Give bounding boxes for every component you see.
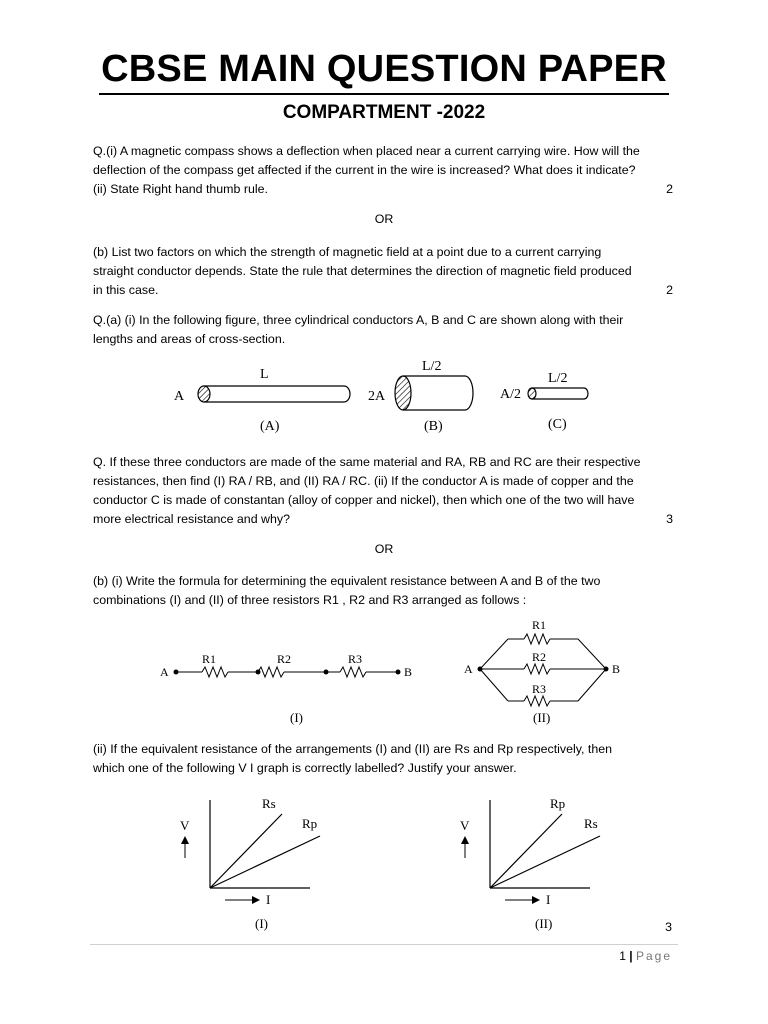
conductor-c-length: L/2 xyxy=(548,371,568,386)
conductor-b xyxy=(395,376,473,410)
question-text: in this case. xyxy=(93,283,159,297)
conductor-c-caption: (C) xyxy=(548,417,567,432)
page-label: Page xyxy=(635,949,672,963)
parallel-caption: (II) xyxy=(533,710,551,725)
graph-2-lower-label: Rs xyxy=(584,816,598,831)
question-line: resistances, then find (I) RA / RB, and (II) RA / RC. (ii) If the conductor A is made of copper and the xyxy=(93,474,634,488)
question-line xyxy=(93,180,673,199)
parallel-terminal-a: A xyxy=(464,662,473,676)
graph-2-upper-line xyxy=(490,814,562,888)
page-number: 1 xyxy=(619,949,626,963)
question-text: more electrical resistance and why? xyxy=(93,512,290,526)
question-line: Q. If these three conductors are made of the same material and RA, RB and RC are their respective xyxy=(93,455,641,469)
vi-graphs-figure xyxy=(170,792,630,934)
marks: 2 xyxy=(666,283,673,297)
question-text: (ii) State Right hand thumb rule. xyxy=(93,182,268,196)
conductor-a-area: A xyxy=(174,389,185,404)
question-line: (b) List two factors on which the strength of magnetic field at a point due to a current carrying xyxy=(93,245,602,259)
series-r1: R1 xyxy=(202,652,217,666)
question-line: (ii) If the equivalent resistance of the arrangements (I) and (II) are Rs and Rp respectively, then xyxy=(93,742,613,756)
parallel-terminal-b: B xyxy=(612,662,621,676)
graph-1-lower-label: Rp xyxy=(302,816,318,831)
marks: 3 xyxy=(665,920,672,934)
conductor-a xyxy=(198,386,350,402)
graph-2-caption: (II) xyxy=(535,916,553,931)
conductor-c-area: A/2 xyxy=(500,387,521,402)
question-2b xyxy=(93,572,673,610)
question-2-continued xyxy=(93,453,673,529)
paper-title: CBSE MAIN QUESTION PAPER xyxy=(101,48,667,90)
question-line: deflection of the compass get affected if the current in the wire is increased? What does it indicate? xyxy=(93,163,636,177)
question-line: straight conductor depends. State the rule that determines the direction of magnetic field produced xyxy=(93,264,632,278)
graph-2-i-label: I xyxy=(546,892,551,907)
graph-2-v-label: V xyxy=(460,818,470,833)
parallel-r3: R3 xyxy=(532,682,547,696)
question-line: combinations (I) and (II) of three resistors R1 , R2 and R3 arranged as follows : xyxy=(93,593,527,607)
question-line: Q.(a) (i) In the following figure, three cylindrical conductors A, B and C are shown along with their xyxy=(93,313,624,327)
graph-1-upper-line xyxy=(210,814,282,888)
title-underline xyxy=(99,93,669,95)
marks: 3 xyxy=(666,512,673,526)
question-line xyxy=(93,510,673,529)
marks: 2 xyxy=(666,182,673,196)
graph-1-v-label: V xyxy=(180,818,190,833)
question-2 xyxy=(93,311,673,349)
series-r2: R2 xyxy=(277,652,292,666)
graph-2-lower-line xyxy=(490,836,600,888)
conductor-b-caption: (B) xyxy=(424,419,443,434)
or-divider: OR xyxy=(374,212,394,226)
graph-2-upper-label: Rp xyxy=(550,796,566,811)
graph-2 xyxy=(460,796,600,931)
conductor-c xyxy=(528,388,588,399)
question-line: (b) (i) Write the formula for determining the equivalent resistance between A and B of the two xyxy=(93,574,601,588)
question-line: Q.(i) A magnetic compass shows a deflection when placed near a current carrying wire. How will the xyxy=(93,144,640,158)
conductor-b-length: L/2 xyxy=(422,359,442,374)
question-line: conductor C is made of constantan (alloy of copper and nickel), then which one of the two will have xyxy=(93,493,635,507)
footer-separator: | xyxy=(629,949,633,963)
graph-1-lower-line xyxy=(210,836,320,888)
paper-subtitle: COMPARTMENT -2022 xyxy=(282,102,486,123)
conductor-a-caption: (A) xyxy=(260,419,280,434)
circuits-figure xyxy=(150,615,630,730)
graph-1-caption: (I) xyxy=(255,916,268,931)
parallel-r2: R2 xyxy=(532,650,547,664)
conductor-b-area: 2A xyxy=(368,389,386,404)
question-2b-ii xyxy=(93,740,673,778)
question-line: lengths and areas of cross-section. xyxy=(93,332,286,346)
question-1b xyxy=(93,243,673,300)
series-terminal-b: B xyxy=(404,665,413,679)
series-circuit xyxy=(176,667,398,677)
question-line xyxy=(93,281,673,300)
graph-1 xyxy=(180,796,320,931)
page-footer xyxy=(619,949,672,963)
question-1 xyxy=(93,142,673,199)
series-r3: R3 xyxy=(348,652,363,666)
conductors-figure xyxy=(160,358,610,438)
question-line: which one of the following V I graph is correctly labelled? Justify your answer. xyxy=(93,761,517,775)
series-caption: (I) xyxy=(290,710,303,725)
graph-1-i-label: I xyxy=(266,892,271,907)
footer-divider xyxy=(90,944,678,945)
series-terminal-a: A xyxy=(160,665,169,679)
parallel-r1: R1 xyxy=(532,618,547,632)
or-divider: OR xyxy=(374,542,394,556)
graph-1-upper-label: Rs xyxy=(262,796,276,811)
conductor-a-length: L xyxy=(260,367,269,382)
